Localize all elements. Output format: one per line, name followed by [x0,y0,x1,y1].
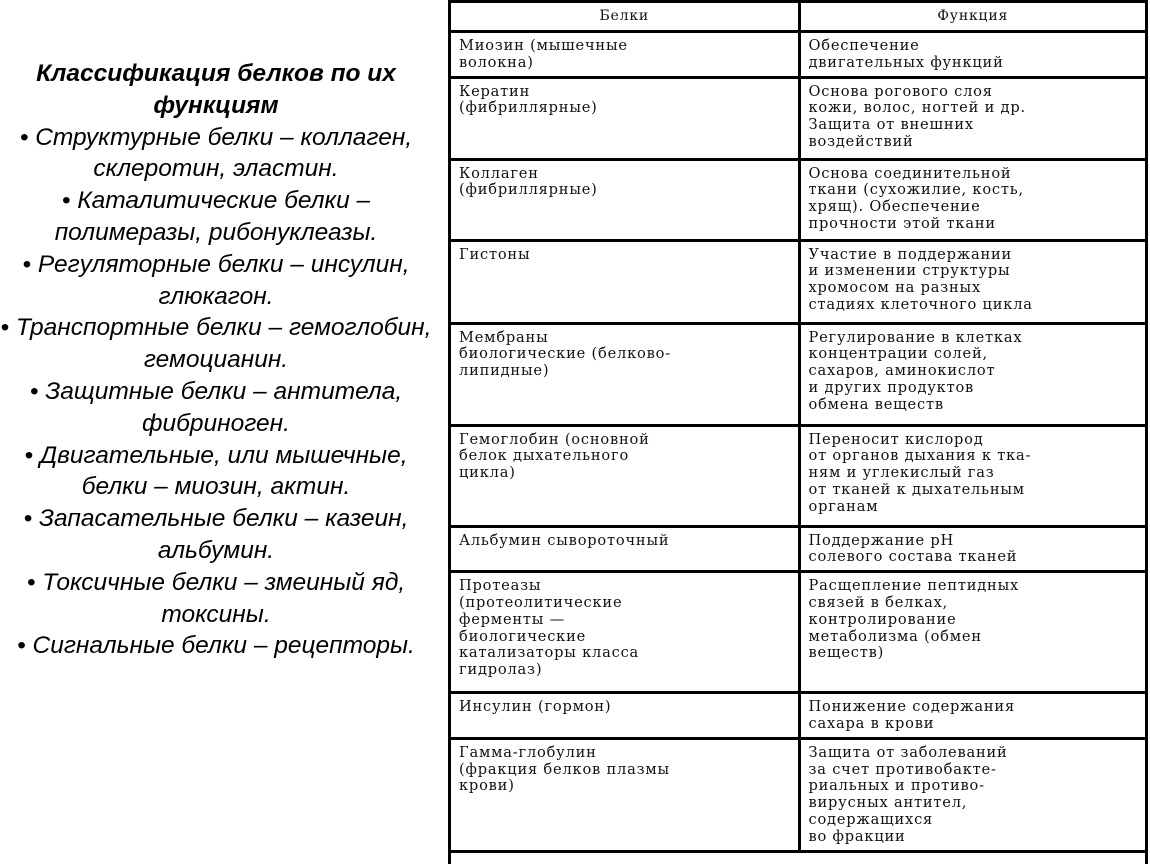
classification-item-storage: • Запасательные белки – казеин, альбумин. [23,505,409,564]
classification-item-structural: • Структурные белки – коллаген, склеротин, эластин. [19,123,413,183]
classification-title: Классификация белков по их функциям [36,60,396,119]
function-cell: Переносит кислород от органов дыхания к тка- ням и углекислый газ от тканей к дыхательным органам [799,425,1145,526]
function-cell: Обеспечение двигательных функций [799,32,1145,78]
classification-item-regulatory: • Регуляторные белки – инсулин, глюкагон. [22,250,410,310]
function-cell: Основа соединительной ткани (сухожилие, кость, хрящ). Обеспечение прочности этой ткани [799,159,1145,240]
protein-cell: Протеазы (протеолитические ферменты — биологические катализаторы класса гидролаз) [451,572,799,693]
table-row [451,240,1145,323]
table-row [451,526,1145,572]
header-proteins: Белки [451,2,799,32]
classification-item-transport: • Транспортные белки – гемоглобин, гемоцианин. [0,314,432,374]
function-cell: Основа рогового слоя кожи, волос, ногтей и др. Защита от внешних воздействий [799,77,1145,159]
function-cell: Регулирование в клетках концентрации солей, сахаров, аминокислот и других продуктов обмена веществ [799,323,1145,425]
table-row [451,323,1145,425]
table-row [451,425,1145,526]
header-function: Функция [799,2,1145,32]
protein-function-table [451,0,1145,853]
classification-item-protective: • Защитные белки – антитела, фибриноген. [29,377,403,437]
classification-item-toxic: • Токсичные белки – змеиный яд, токсины. [26,568,406,628]
protein-cell: Инсулин (гормон) [451,693,799,739]
table-row [451,693,1145,739]
table-row [451,159,1145,240]
classification-item-signal: • Сигнальные белки – рецепторы. [17,632,415,660]
protein-cell: Миозин (мышечные волокна) [451,32,799,78]
table-header-row [451,2,1145,32]
classification-panel [0,58,432,662]
protein-cell: Гемоглобин (основной белок дыхательного цикла) [451,425,799,526]
function-cell: Понижение содержания сахара в крови [799,693,1145,739]
function-cell: Поддержание pH солевого состава тканей [799,526,1145,572]
protein-cell: Гистоны [451,240,799,323]
protein-cell: Альбумин сывороточный [451,526,799,572]
function-cell: Защита от заболеваний за счет противобакте- риальных и противо- вирусных антител, содержащихся во фракции [799,738,1145,851]
protein-cell: Кератин (фибриллярные) [451,77,799,159]
protein-cell: Коллаген (фибриллярные) [451,159,799,240]
function-cell: Участие в поддержании и изменении структуры хромосом на разных стадиях клеточного цикла [799,240,1145,323]
protein-function-table-wrapper [448,0,1148,864]
table-row [451,572,1145,693]
protein-cell: Гамма-глобулин (фракция белков плазмы крови) [451,738,799,851]
function-cell: Расщепление пептидных связей в белках, контролирование метаболизма (обмен веществ) [799,572,1145,693]
table-row [451,32,1145,78]
table-row [451,77,1145,159]
classification-item-catalytic: • Каталитические белки – полимеразы, рибонуклеазы. [54,187,378,246]
table-row [451,738,1145,851]
classification-item-motor: • Двигательные, или мышечные, белки – миозин, актин. [24,441,408,501]
protein-cell: Мембраны биологические (белково- липидные) [451,323,799,425]
